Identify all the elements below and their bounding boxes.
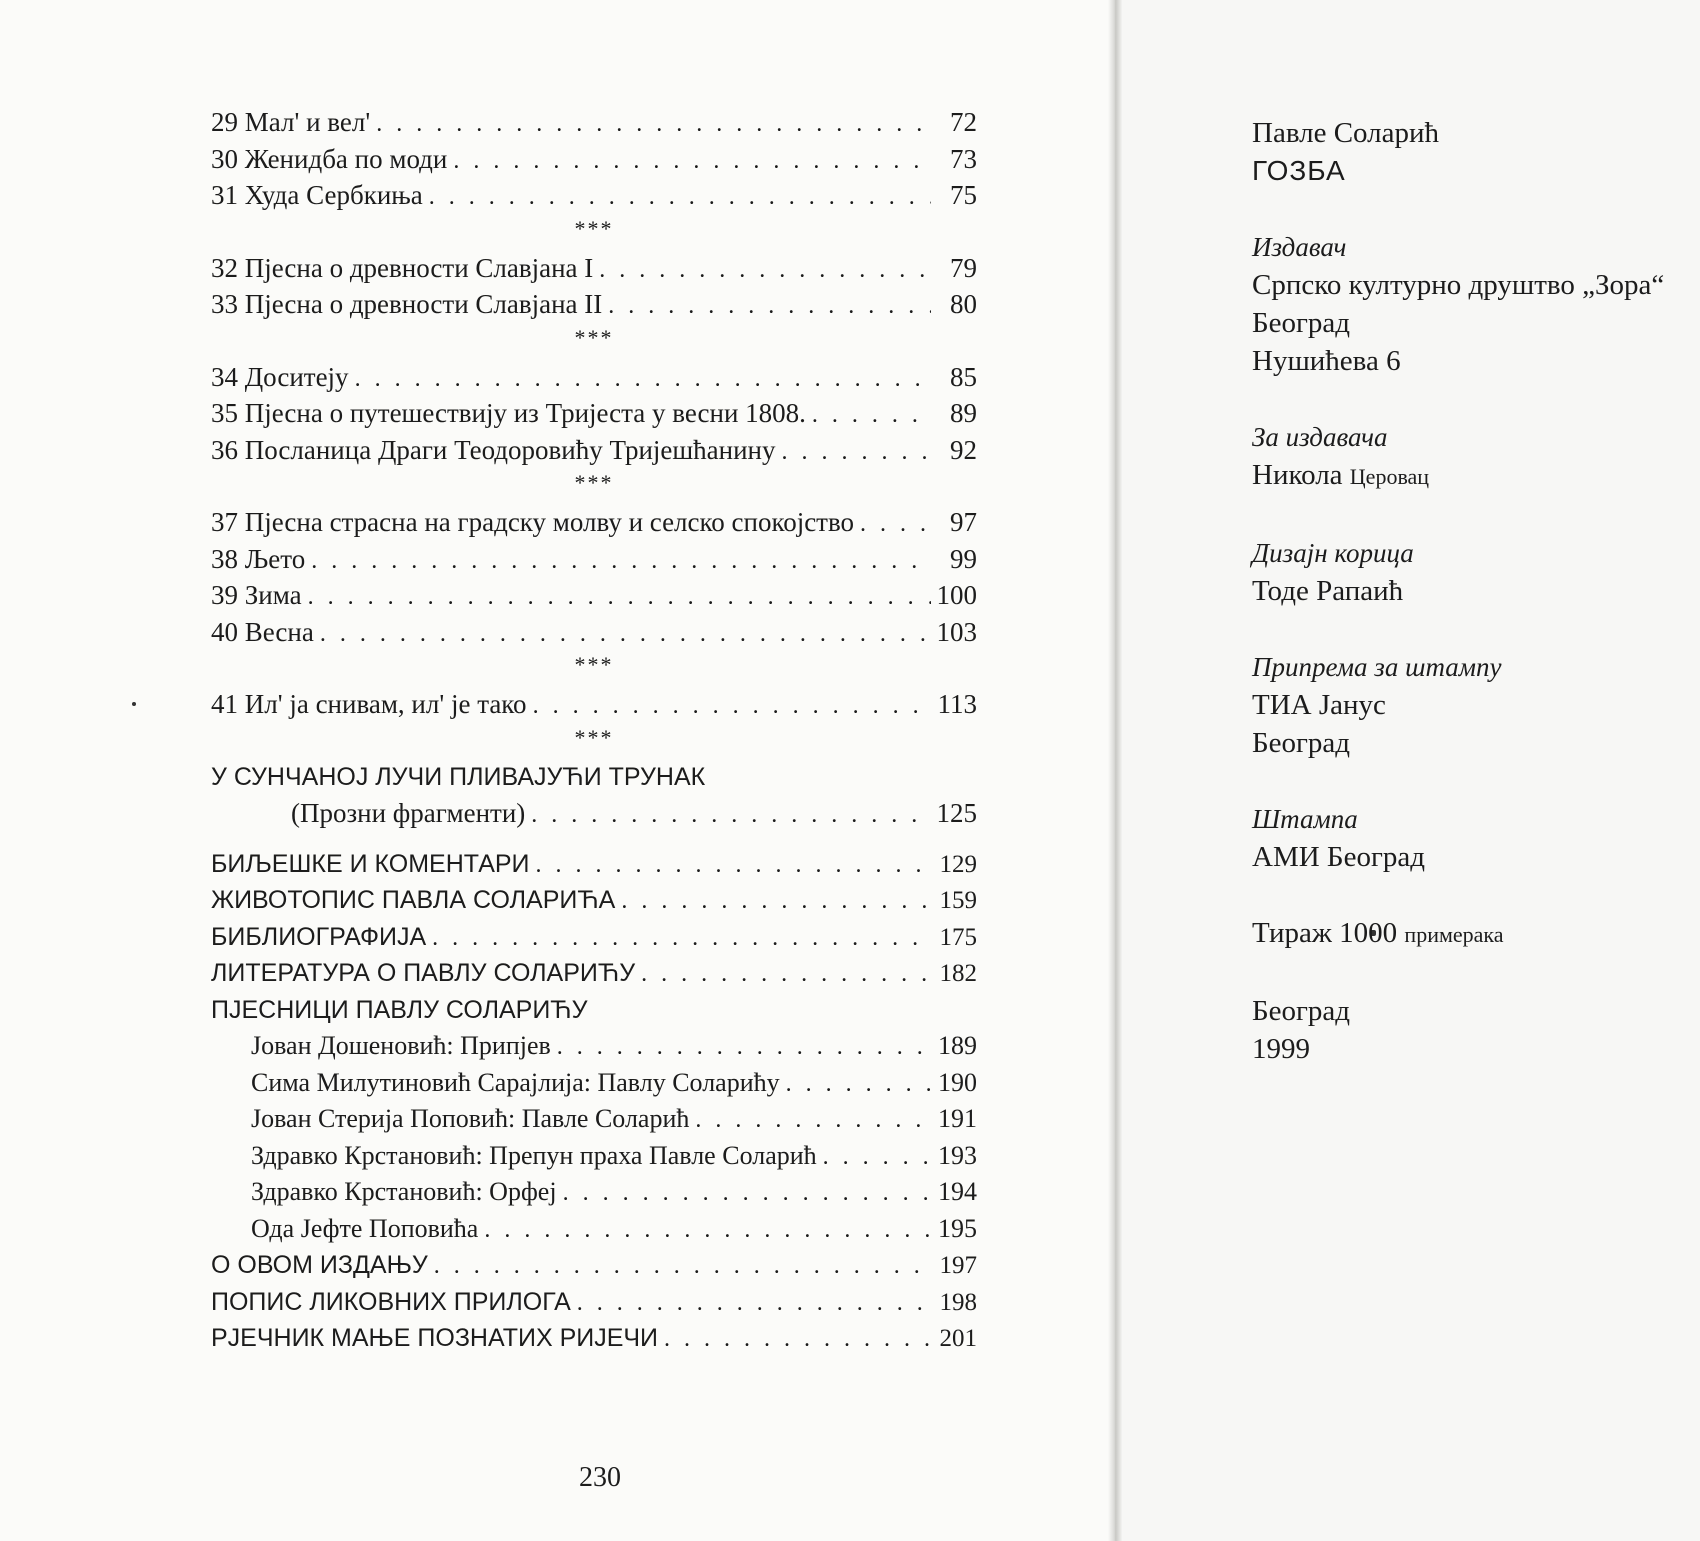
toc-entry-title: 37 Пјесна страсна на градску молву и селско спокојство xyxy=(211,507,855,537)
toc-entry-page: 103 xyxy=(936,616,977,647)
toc-entry xyxy=(211,1211,977,1248)
cover-design-block xyxy=(1252,534,1692,610)
toc-entry-title: Ода Јефте Поповића xyxy=(251,1213,479,1243)
publisher-label: Издавач xyxy=(1252,232,1347,262)
dot-leader xyxy=(376,106,931,143)
page-number: 230 xyxy=(579,1462,621,1493)
toc-entry-page: 197 xyxy=(939,1252,977,1279)
toc-entry-title: 33 Пјесна о древности Славјана II xyxy=(211,289,603,319)
toc-entry-page: 191 xyxy=(938,1104,977,1133)
toc-entry-page: 79 xyxy=(950,252,977,283)
toc-entry-title: 36 Посланица Драги Теодоровићу Тријешћанину xyxy=(211,434,776,465)
book-title: ГОЗБА xyxy=(1252,155,1346,186)
toc-entry xyxy=(211,1247,977,1284)
toc-entry-page: 159 xyxy=(939,887,977,914)
toc-entry xyxy=(211,795,977,832)
for-publisher-block xyxy=(1252,418,1692,496)
publisher-block xyxy=(1252,228,1692,380)
toc-entry xyxy=(211,1320,977,1357)
toc-entry-title: РЈЕЧНИК МАЊЕ ПОЗНАТИХ РИЈЕЧИ xyxy=(211,1324,659,1352)
toc-entry-page: 182 xyxy=(939,960,977,987)
toc-entry xyxy=(211,504,977,541)
toc-entry xyxy=(211,177,977,214)
paper-speck xyxy=(132,702,136,706)
dot-leader xyxy=(484,1212,931,1249)
section-separator: *** xyxy=(574,324,614,350)
toc-entry-page: 73 xyxy=(950,143,977,174)
toc-entry xyxy=(211,104,977,141)
toc-entry-title: 35 Пјесна о путешествију из Тријеста у весни 1808. xyxy=(211,398,806,428)
toc-entry xyxy=(211,686,977,723)
toc-entry-page: 89 xyxy=(950,398,977,428)
toc-section-heading xyxy=(211,992,977,1029)
toc-entry-title: (Прозни фрагменти) xyxy=(291,798,526,828)
toc-entry-page: 113 xyxy=(937,689,977,719)
dot-leader xyxy=(812,397,931,434)
dot-leader xyxy=(823,1139,931,1176)
printing-label: Штампа xyxy=(1252,804,1358,834)
toc-entry-title: 30 Женидба по моди xyxy=(211,143,448,174)
imprint xyxy=(1252,114,1692,1106)
toc-entry xyxy=(211,846,977,883)
toc-entry xyxy=(211,141,977,178)
printing-block xyxy=(1252,800,1692,876)
toc-entry-page: 190 xyxy=(938,1067,977,1097)
toc-entry-title: 38 Љето xyxy=(211,543,306,574)
dot-leader xyxy=(557,1029,931,1066)
toc-entry xyxy=(211,286,977,323)
publisher-address: Нушићева 6 xyxy=(1252,345,1401,377)
print-run-number: 1000 xyxy=(1339,917,1398,949)
toc-entry xyxy=(211,432,977,469)
toc-entry-title: ЛИТЕРАТУРА О ПАВЛУ СОЛАРИЋУ xyxy=(211,959,636,987)
dot-leader xyxy=(536,847,931,884)
section-separator: *** xyxy=(574,652,614,677)
section-separator: *** xyxy=(574,724,614,750)
toc-entry-page: 194 xyxy=(938,1177,977,1206)
toc-entry xyxy=(211,1284,977,1321)
toc-entry-page: 100 xyxy=(936,580,977,610)
toc-entry xyxy=(211,395,977,432)
toc-entry-title: 34 Доситеју xyxy=(211,361,349,392)
toc-entry xyxy=(211,541,977,578)
printer-name: АМИ Београд xyxy=(1252,841,1425,873)
publication-place: Београд xyxy=(1252,995,1351,1027)
toc-entry-title: 32 Пјесна о древности Славјана I xyxy=(211,252,594,283)
imprint-title-block xyxy=(1252,114,1692,190)
publication-year: 1999 xyxy=(1252,1033,1310,1065)
toc-entry-page: 97 xyxy=(950,507,977,537)
section-separator: *** xyxy=(574,470,614,495)
print-run xyxy=(1252,914,1692,954)
toc-entry-title: Јован Стерија Поповић: Павле Соларић xyxy=(251,1104,690,1133)
dot-leader xyxy=(695,1102,931,1139)
toc-entry-page: 72 xyxy=(950,107,977,137)
toc-entry-title: У СУНЧАНОЈ ЛУЧИ ПЛИВАЈУЋИ ТРУНАК xyxy=(211,762,706,791)
toc-entry xyxy=(211,577,977,614)
dot-leader xyxy=(453,143,931,180)
place-year-block xyxy=(1252,992,1692,1068)
toc-entry-page: 92 xyxy=(950,434,977,465)
toc-entry xyxy=(211,955,977,992)
toc-entry-title: Здравко Крстановић: Орфеј xyxy=(251,1177,557,1206)
dot-leader xyxy=(621,883,931,920)
table-of-contents xyxy=(211,104,977,1357)
toc-entry-page: 99 xyxy=(950,543,977,574)
toc-entry-page: 198 xyxy=(939,1288,977,1316)
publisher-city: Београд xyxy=(1252,307,1351,339)
toc-entry-title: 40 Весна xyxy=(211,616,314,647)
dot-leader xyxy=(786,1066,931,1103)
toc-entry-title: Сима Милутиновић Сарајлија: Павлу Соларићу xyxy=(251,1067,780,1097)
toc-entry-title: 41 Ил' ја снивам, ил' је тако xyxy=(211,689,527,719)
dot-leader xyxy=(577,1285,931,1322)
toc-entry-page: 85 xyxy=(950,361,977,392)
dot-leader xyxy=(641,956,931,993)
toc-entry-title: ЖИВОТОПИС ПАВЛА СОЛАРИЋА xyxy=(211,886,616,914)
dot-leader xyxy=(563,1175,931,1212)
dot-leader xyxy=(320,616,931,653)
toc-entry-title: Здравко Крстановић: Препун праха Павле Соларић xyxy=(251,1140,817,1170)
toc-entry xyxy=(211,1174,977,1211)
for-publisher-name xyxy=(1252,456,1692,496)
dot-leader xyxy=(860,506,931,543)
dot-leader xyxy=(782,434,932,471)
dot-leader xyxy=(311,543,931,580)
toc-entry-title: Јован Дошеновић: Припјев xyxy=(251,1031,551,1060)
toc-entry-title: ПОПИС ЛИКОВНИХ ПРИЛОГА xyxy=(211,1287,571,1316)
toc-entry-page: 175 xyxy=(939,923,977,951)
dot-leader xyxy=(599,252,931,289)
dot-leader xyxy=(308,579,931,616)
cover-designer: Тоде Рапаић xyxy=(1252,575,1404,607)
for-publisher-label: За издавача xyxy=(1252,422,1388,452)
print-run-prefix: Тираж xyxy=(1252,917,1332,949)
toc-entry xyxy=(211,250,977,287)
toc-entry-page: 75 xyxy=(950,180,977,210)
section-separator: *** xyxy=(574,215,614,241)
prepress-city: Београд xyxy=(1252,727,1351,759)
toc-entry-title: ПЈЕСНИЦИ ПАВЛУ СОЛАРИЋУ xyxy=(211,995,588,1024)
prepress-block xyxy=(1252,648,1692,762)
toc-entry-page: 201 xyxy=(939,1325,977,1352)
print-run-suffix: примерака xyxy=(1404,922,1504,947)
dot-leader xyxy=(432,920,931,957)
for-publisher-first-name: Никола xyxy=(1252,459,1343,491)
toc-entry xyxy=(211,882,977,919)
toc-entry-page: 129 xyxy=(939,850,977,878)
prepress-label: Припрема за штампу xyxy=(1252,652,1502,682)
toc-entry xyxy=(211,919,977,956)
dot-leader xyxy=(355,361,931,398)
toc-spacer xyxy=(211,832,977,846)
toc-entry-page: 189 xyxy=(938,1031,977,1060)
toc-entry xyxy=(211,1101,977,1138)
author-name: Павле Соларић xyxy=(1252,117,1440,149)
dot-leader xyxy=(608,288,931,325)
toc-entry-title: 31 Худа Сербкиња xyxy=(211,180,423,210)
toc-entry-page: 193 xyxy=(938,1140,977,1170)
dot-leader xyxy=(664,1321,931,1358)
toc-entry-title: БИЉЕШКЕ И КОМЕНТАРИ xyxy=(211,849,530,878)
toc-entry xyxy=(211,1138,977,1175)
toc-entry-title: 39 Зима xyxy=(211,580,302,610)
toc-entry xyxy=(211,1028,977,1065)
dot-leader xyxy=(531,797,930,834)
dot-leader xyxy=(429,179,931,216)
toc-entry-page: 195 xyxy=(938,1213,977,1243)
dot-leader xyxy=(533,688,931,725)
toc-entry xyxy=(211,1065,977,1102)
toc-entry-title: О ОВОМ ИЗДАЊУ xyxy=(211,1251,428,1279)
dot-leader xyxy=(434,1248,931,1285)
toc-section-heading xyxy=(211,759,977,796)
for-publisher-last-name: Церовац xyxy=(1349,464,1430,489)
toc-entry-page: 80 xyxy=(950,289,977,319)
cover-design-label: Дизајн корица xyxy=(1252,538,1414,568)
toc-entry-title: 29 Мал' и вел' xyxy=(211,107,371,137)
toc-entry-title: БИБЛИОГРАФИЈА xyxy=(211,922,427,951)
toc-entry xyxy=(211,614,977,651)
book-gutter xyxy=(1108,0,1122,1541)
print-run-block xyxy=(1252,914,1692,954)
publisher-name: Српско културно друштво „Зора“ xyxy=(1252,269,1665,301)
prepress-name: ТИА Јанус xyxy=(1252,689,1386,721)
toc-entry xyxy=(211,359,977,396)
toc-entry-page: 125 xyxy=(936,798,977,828)
